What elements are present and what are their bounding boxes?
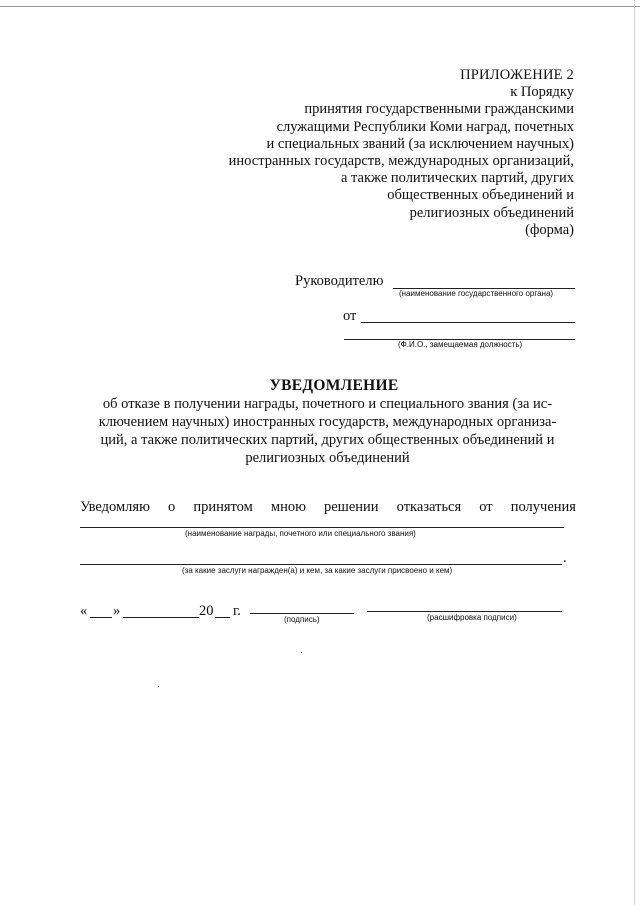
award-field-line[interactable] (80, 527, 564, 528)
subtitle-line: ций, а также политических партий, других общественных объединений и (100, 432, 555, 448)
merit-caption: (за какие заслуги награжден(а) и кем, за какие заслуги присвоено и кем) (182, 566, 453, 575)
appendix-title: ПРИЛОЖЕНИЕ 2 (460, 67, 574, 83)
appendix-line: общественных объединений и (387, 187, 574, 204)
body-word: принятом (193, 499, 253, 515)
year-prefix: 20 (199, 603, 214, 619)
period-mark: . (563, 550, 567, 566)
year-suffix: г. (233, 603, 241, 619)
appendix-line: религиозных объединений (409, 204, 574, 221)
body-word: решении (324, 499, 379, 515)
appendix-line: а также политических партий, других (340, 170, 574, 187)
notice-body-line (80, 499, 576, 516)
notice-title: УВЕДОМЛЕНИЕ (269, 377, 399, 394)
from-label: от (343, 308, 357, 324)
from-caption: (Ф.И.О., замещаемая должность) (398, 340, 523, 349)
notice-subtitle (80, 395, 575, 467)
body-word: отказаться (396, 499, 462, 515)
month-field-line[interactable] (123, 617, 199, 618)
appendix-line: к Порядку (510, 84, 574, 101)
day-field-line[interactable] (90, 617, 112, 618)
merit-field-line[interactable] (80, 564, 562, 565)
subtitle-line: об отказе в получении награды, почетного и специального звания (за ис- (102, 396, 553, 412)
scan-speck (158, 686, 159, 687)
scan-top-border (0, 6, 640, 7)
appendix-header (154, 67, 574, 239)
decode-caption: (расшифровка подписи) (427, 613, 517, 622)
signature-caption: (подпись) (284, 615, 320, 624)
scan-right-border (634, 0, 635, 905)
appendix-line: иностранных государств, международных организаций, (228, 153, 574, 170)
to-caption: (наименование государственного органа) (399, 289, 554, 298)
quote-close: » (113, 603, 121, 619)
subtitle-line: ключением научных) иностранных государств, международных организа- (98, 414, 557, 430)
body-word: получения (510, 499, 576, 515)
body-word: о (167, 499, 176, 515)
subtitle-line: религиозных объединений (245, 450, 410, 466)
to-label: Руководителю (295, 273, 384, 289)
decode-field-line[interactable] (367, 611, 562, 612)
quote-open: « (80, 603, 88, 619)
body-word: Уведомляю (80, 499, 150, 515)
body-word: от (479, 499, 493, 515)
body-word: мною (270, 499, 306, 515)
appendix-line: служащими Республики Коми наград, почетных (276, 118, 574, 135)
appendix-form-label: (форма) (525, 221, 574, 238)
from-field-line[interactable] (361, 322, 575, 323)
signature-field-line[interactable] (250, 613, 354, 614)
appendix-line: и специальных званий (за исключением научных) (266, 135, 574, 152)
appendix-line: принятия государственными гражданскими (304, 101, 574, 118)
award-caption: (наименование награды, почетного или специального звания) (185, 529, 416, 538)
year-field-line[interactable] (215, 617, 230, 618)
scan-speck (301, 652, 302, 653)
